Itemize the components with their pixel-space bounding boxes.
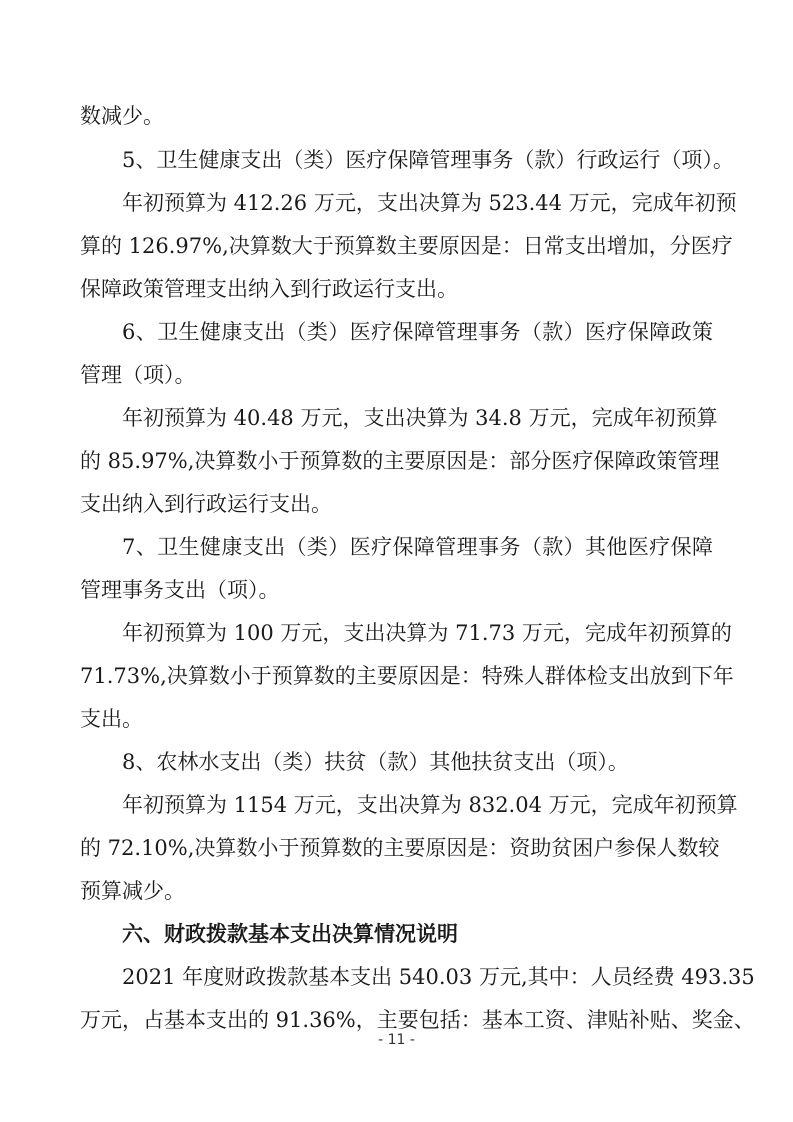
paragraph-line: 支出纳入到行政运行支出。: [80, 492, 332, 516]
paragraph-line: 年初预算为 40.48 万元，支出决算为 34.8 万元，完成年初预算: [122, 406, 718, 430]
paragraph-line: 数减少。: [80, 104, 164, 128]
paragraph-line: 71.73%,决算数小于预算数的主要原因是：特殊人群体检支出放到下年: [80, 664, 734, 688]
paragraph-line: 年初预算为 100 万元，支出决算为 71.73 万元，完成年初预算的: [122, 621, 732, 645]
section-item-6-title-cont: 管理（项）。: [80, 363, 196, 387]
paragraph-line: 的 85.97%,决算数小于预算数的主要原因是：部分医疗保障政策管理: [80, 449, 720, 473]
paragraph-line: 预算减少。: [80, 879, 185, 903]
section-item-8-title: 8、农林水支出（类）扶贫（款）其他扶贫支出（项）。: [122, 750, 629, 774]
paragraph-line: 的 72.10%,决算数小于预算数的主要原因是：资助贫困户参保人数较: [80, 836, 720, 860]
page-number: - 11 -: [378, 1032, 415, 1048]
section-item-7-title: 7、卫生健康支出（类）医疗保障管理事务（款）其他医疗保障: [122, 535, 713, 559]
paragraph-line: 支出。: [80, 707, 143, 731]
paragraph-line: 万元，占基本支出的 91.36%，主要包括：基本工资、津贴补贴、奖金、: [80, 1008, 755, 1032]
paragraph-line: 年初预算为 1154 万元，支出决算为 832.04 万元，完成年初预算: [122, 793, 738, 817]
section-item-7-title-cont: 管理事务支出（项）。: [80, 578, 280, 602]
section-item-5-title: 5、卫生健康支出（类）医疗保障管理事务（款）行政运行（项）。: [122, 148, 734, 172]
paragraph-line: 2021 年度财政拨款基本支出 540.03 万元,其中：人员经费 493.35: [122, 965, 755, 989]
paragraph-line: 年初预算为 412.26 万元，支出决算为 523.44 万元，完成年初预: [122, 191, 737, 215]
section-item-6-title: 6、卫生健康支出（类）医疗保障管理事务（款）医疗保障政策: [122, 320, 713, 344]
section-heading: 六、财政拨款基本支出决算情况说明: [122, 922, 458, 946]
paragraph-line: 算的 126.97%,决算数大于预算数主要原因是：日常支出增加，分医疗: [80, 234, 733, 258]
paragraph-line: 保障政策管理支出纳入到行政运行支出。: [80, 277, 458, 301]
